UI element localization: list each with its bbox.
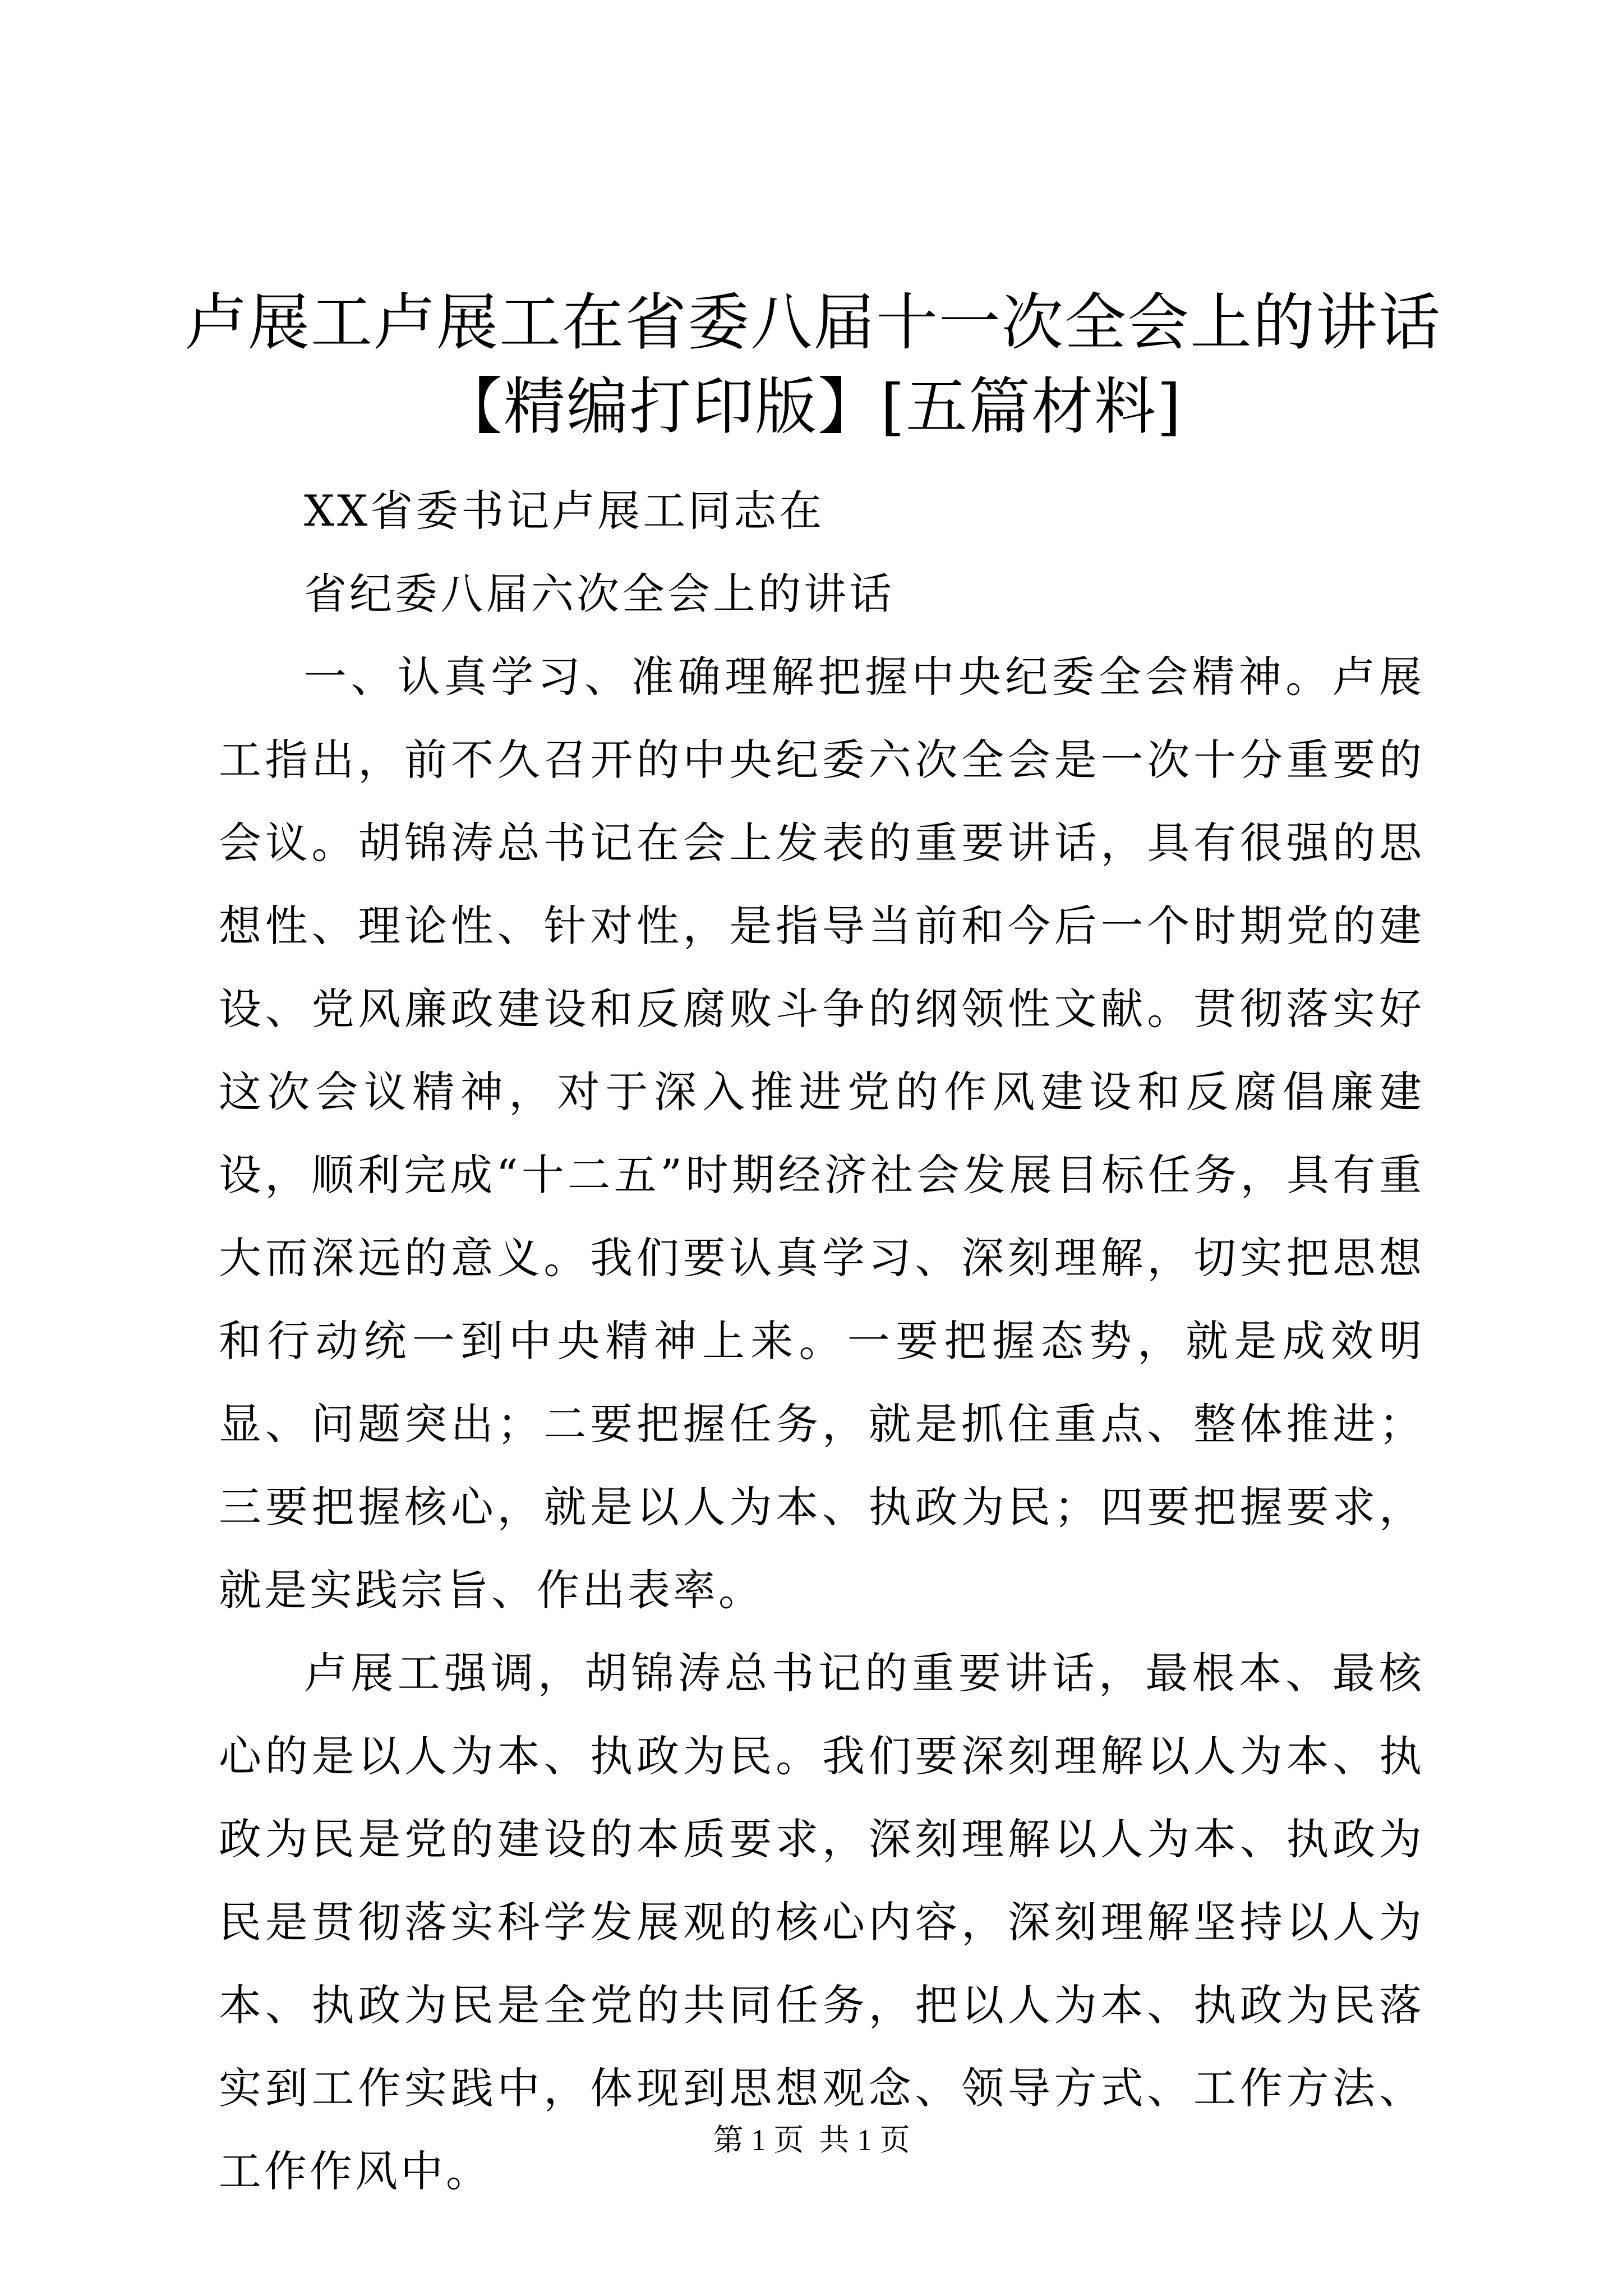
- paragraph: 一、认真学习、准确理解把握中央纪委全会精神。卢展工指出，前不久召开的中央纪委六次全会是一次十分重要的会议。胡锦涛总书记在会上发表的重要讲话，具有很强的思想性、理论性、针对性，是指导当前和今后一个时期党的建设、党风廉政建设和反腐败斗争的纲领性文献。贯彻落实好这次会议精神，对于深入推进党的作风建设和反腐倡廉建设，顺利完成“十二五”时期经济社会发展目标任务，具有重大而深远的意义。我们要认真学习、深刻理解，切实把思想和行动统一到中央精神上来。一要把握态势，就是成效明显、问题突出；二要把握任务，就是抓住重点、整体推进；三要把握核心，就是以人为本、执政为民；四要把握要求，就是实践宗旨、作出表率。: [219, 652, 1424, 1615]
- paragraph: 卢展工强调，胡锦涛总书记的重要讲话，最根本、最核心的是以人为本、执政为民。我们要深刻理解以人为本、执政为民是党的建设的本质要求，深刻理解以人为本、执政为民是贯彻落实科学发展观的核心内容，深刻理解坚持以人为本、执政为民是全党的共同任务，把以人为本、执政为民落实到工作实践中，体现到思想观念、领导方式、工作方法、工作作风中。: [219, 1648, 1424, 2196]
- document-title: [185, 280, 1441, 449]
- title-line-1: 卢展工卢展工在省委八届十一次全会上的讲话: [185, 287, 1441, 358]
- title-line-2: 【精编打印版】[五篇材料]: [441, 371, 1182, 443]
- paragraph-heading-2: 省纪委八届六次全会上的讲话: [304, 569, 895, 619]
- page-footer: 第 1 页 共 1 页: [713, 2123, 910, 2157]
- document-body: [219, 470, 1424, 2213]
- paragraph-heading-1: XX省委书记卢展工同志在: [304, 486, 825, 536]
